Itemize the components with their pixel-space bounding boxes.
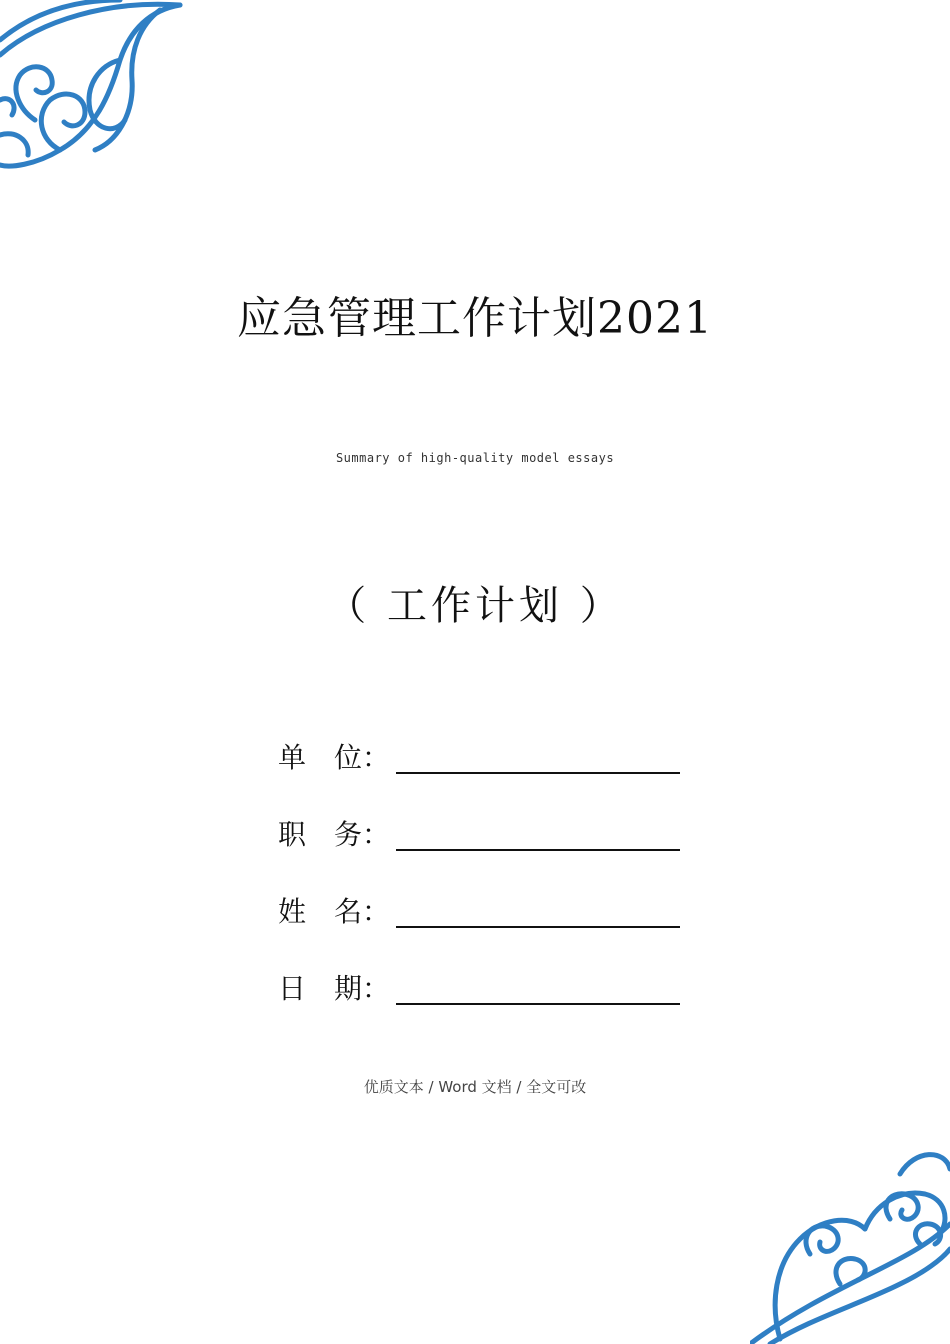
field-blank-position	[396, 815, 680, 851]
field-label-name: 姓 名：	[278, 895, 391, 928]
field-label-position: 职 务：	[278, 818, 391, 851]
document-category: （ 工作计划 ）	[326, 583, 624, 629]
cloud-ornament-bottom-right	[750, 1144, 950, 1344]
field-label-unit: 单 位：	[278, 741, 391, 774]
field-blank-unit	[396, 738, 680, 774]
field-unit	[278, 738, 680, 815]
document-title: 应急管理工作计划2021	[237, 293, 713, 344]
document-footer: 优质文本 / Word 文档 / 全文可改	[363, 1078, 587, 1096]
field-blank-name	[396, 892, 680, 928]
field-blank-date	[396, 969, 680, 1005]
field-position	[278, 815, 680, 892]
document-subtitle: Summary of high-quality model essays	[335, 451, 615, 465]
field-date	[278, 969, 680, 1046]
cloud-ornament-top-left	[0, 0, 200, 180]
form-fields	[278, 738, 680, 1046]
field-label-date: 日 期：	[278, 972, 391, 1005]
field-name	[278, 892, 680, 969]
